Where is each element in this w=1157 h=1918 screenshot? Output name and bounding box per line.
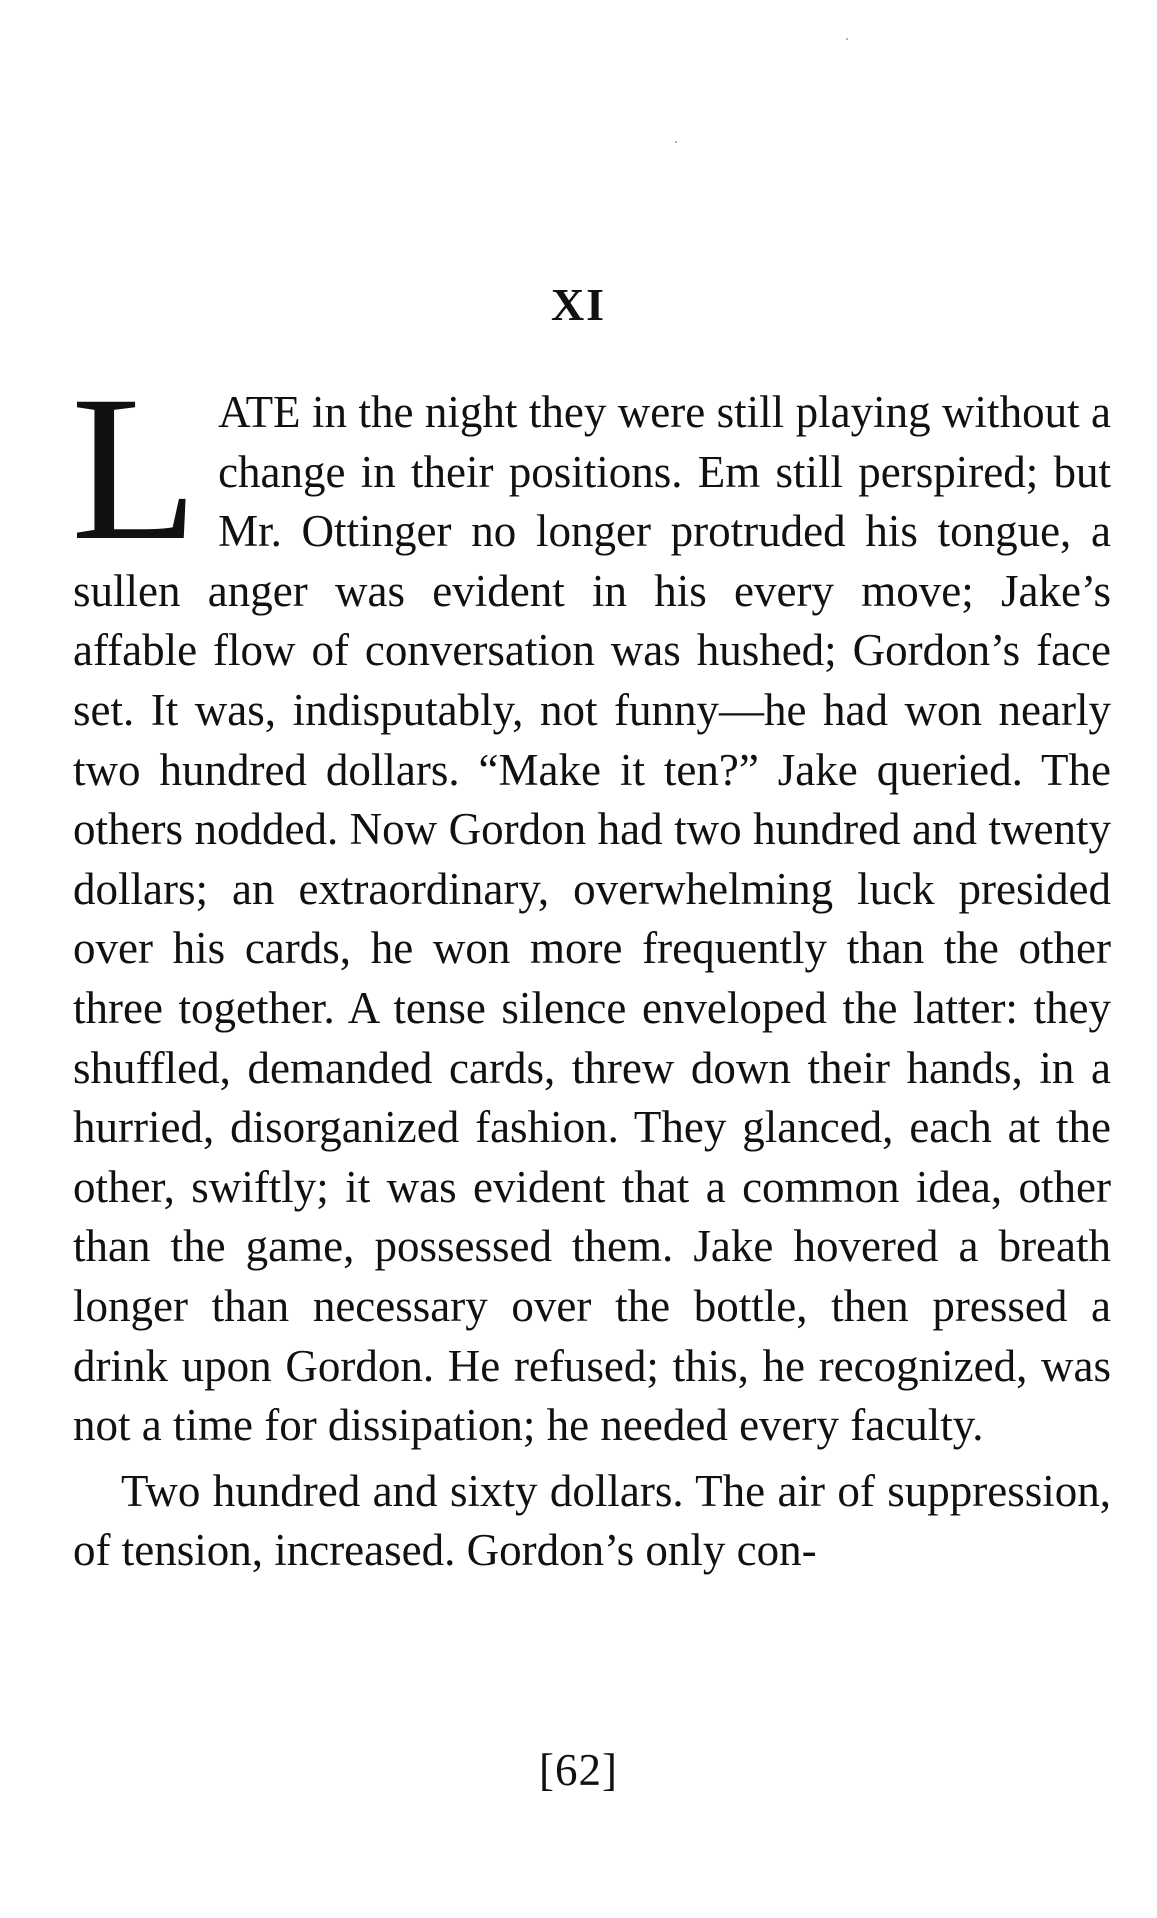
paragraph-text: ATE in the night they were still playing without a change in their positions. Em still perspired; but Mr. Ottinger no longer protruded his tongue, a sullen anger was evident in his every move; Jake’s affable flow of conversation was hushed; Gordon’s face set. It was, indisputably, not funny—he had won nearly two hundred dollars. “Make it ten?” Jake queried. The others nodded. Now Gordon had two hundred and twenty dollars; an extraordinary, overwhelming luck presided over his cards, he won more frequently than the other three together. A tense silence enveloped the latter: they shuffled, demanded cards, threw down their hands, in a hurried, disorganized fashion. They glanced, each at the other, swiftly; it was evident that a common idea, other than the game, possessed them. Jake hovered a breath longer than necessary over the bottle, then pressed a drink upon Gordon. He refused; this, he recognized, was not a time for dissipation; he needed every faculty. [73, 387, 1111, 1451]
paper-speck [675, 141, 677, 143]
paragraph [71, 353, 1111, 1456]
page-number: [62] [539, 1745, 618, 1795]
body-text [71, 353, 1111, 1581]
paper-speck [846, 38, 848, 40]
chapter-heading: XI [550, 279, 607, 330]
paragraph: Two hundred and sixty dollars. The air of suppression, of tension, increased. Gordon’s only con- [73, 1465, 1111, 1576]
drop-cap: L [71, 353, 199, 583]
